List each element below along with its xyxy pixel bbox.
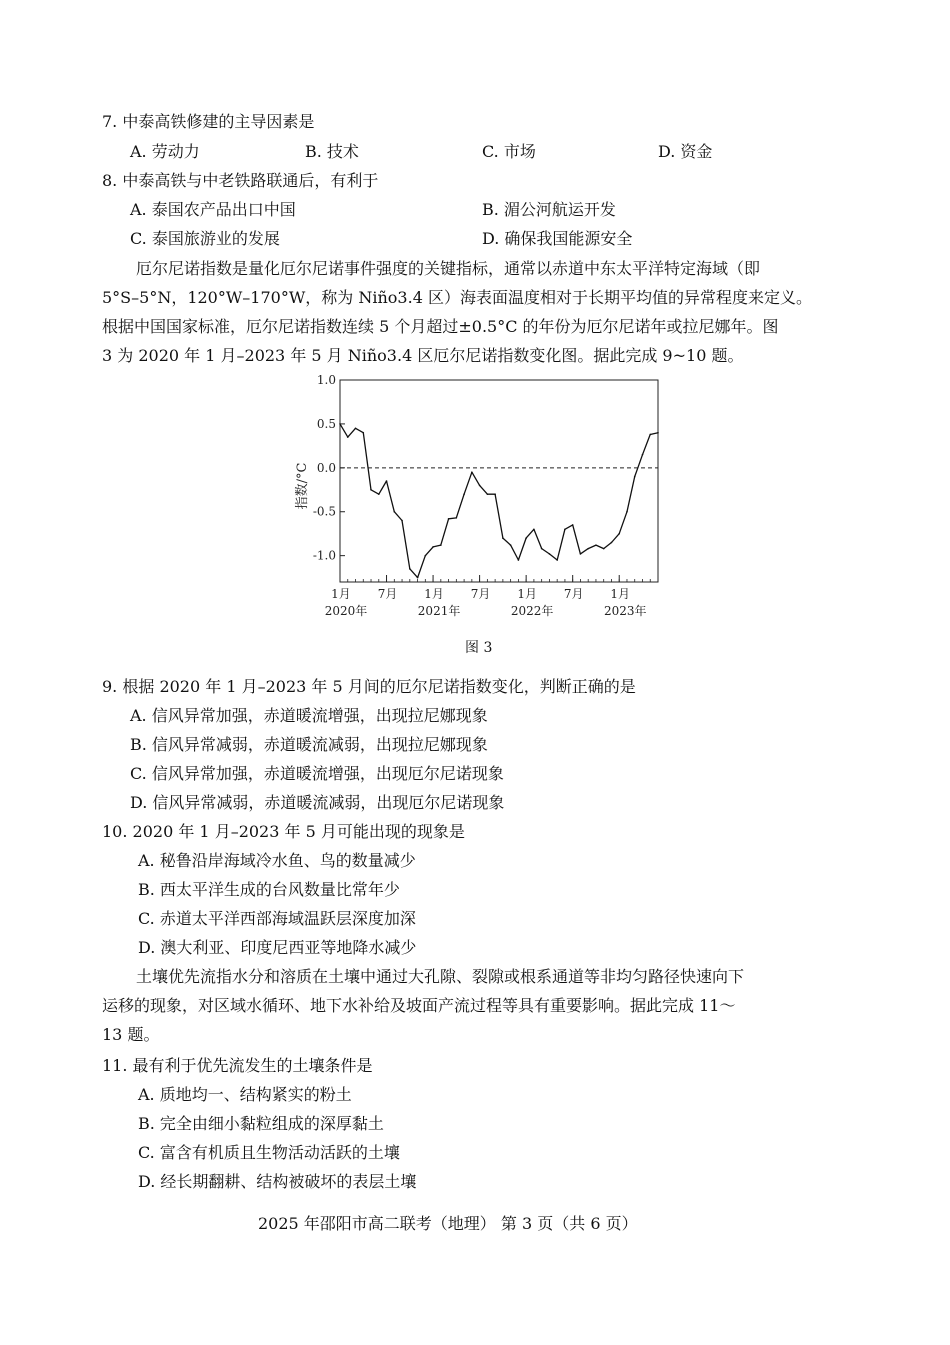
passage-2-line: 土壤优先流指水分和溶质在土壤中通过大孔隙、裂隙或根系通道等非均匀路径快速向下 (136, 967, 745, 986)
question-11-stem: 11. 最有利于优先流发生的土壤条件是 (102, 1056, 373, 1075)
passage-preferential-flow (102, 962, 862, 1049)
data-point (494, 493, 496, 495)
q8-option-b: B. 湄公河航运开发 (482, 200, 616, 219)
q7-option-b: B. 技术 (305, 142, 359, 161)
data-point (463, 493, 465, 495)
data-point (618, 533, 620, 535)
y-tick-label: -0.5 (312, 504, 336, 519)
passage-2-line: 13 题。 (102, 1025, 160, 1044)
data-point (502, 537, 504, 539)
data-point (370, 489, 372, 491)
x-tick-label: 7月 (470, 587, 491, 601)
x-tick-label: 7月 (563, 587, 584, 601)
page-footer: 2025 年邵阳市高二联考（地理） 第 3 页（共 6 页） (258, 1214, 638, 1233)
data-point (649, 434, 651, 436)
x-year-label: 2020年 (324, 604, 368, 618)
q8-option-c: C. 泰国旅游业的发展 (130, 229, 280, 248)
q11-option-b: B. 完全由细小黏粒组成的深厚黏土 (138, 1114, 384, 1133)
plot-frame (340, 380, 658, 582)
q7-option-a: A. 劳动力 (130, 142, 200, 161)
data-point (525, 537, 527, 539)
data-point (549, 553, 551, 555)
x-year-label: 2021年 (417, 604, 461, 618)
data-point (634, 476, 636, 478)
q7-option-c: C. 市场 (482, 142, 536, 161)
data-point (355, 428, 357, 430)
q10-option-a: A. 秘鲁沿岸海域冷水鱼、鸟的数量减少 (138, 851, 416, 870)
y-tick-label: 0.5 (316, 416, 336, 431)
passage-1-line: 3 为 2020 年 1 月–2023 年 5 月 Niño3.4 区厄尔尼诺指数变化图。据此完成 9~10 题。 (102, 346, 744, 365)
question-9-stem: 9. 根据 2020 年 1 月–2023 年 5 月间的厄尔尼诺指数变化，判断正确的是 (102, 677, 636, 696)
y-tick-label: 0.0 (316, 460, 336, 475)
index-series-line (340, 424, 658, 578)
data-point (587, 548, 589, 550)
x-tick-label: 1月 (610, 587, 631, 601)
data-point (572, 524, 574, 526)
data-point (518, 559, 520, 561)
question-8-stem: 8. 中泰高铁与中老铁路联通后，有利于 (102, 171, 379, 190)
data-point (448, 518, 450, 520)
data-point (393, 511, 395, 513)
data-point (564, 529, 566, 531)
data-point (362, 432, 364, 434)
data-point (425, 555, 427, 557)
question-7-stem: 7. 中泰高铁修建的主导因素是 (102, 112, 315, 131)
data-point (556, 559, 558, 561)
q8-option-d: D. 确保我国能源安全 (482, 229, 633, 248)
data-point (456, 517, 458, 519)
passage-1-line: 厄尔尼诺指数是量化厄尔尼诺事件强度的关键指标，通常以赤道中东太平洋特定海域（即 (136, 259, 761, 278)
data-point (339, 423, 341, 425)
q11-option-c: C. 富含有机质且生物活动活跃的土壤 (138, 1143, 400, 1162)
data-point (626, 511, 628, 513)
data-point (378, 493, 380, 495)
data-point (417, 577, 419, 579)
data-point (541, 548, 543, 550)
q9-option-c: C. 信风异常加强，赤道暖流增强，出现厄尔尼诺现象 (130, 764, 504, 783)
x-year-label: 2022年 (510, 604, 554, 618)
q9-option-a: A. 信风异常加强，赤道暖流增强，出现拉尼娜现象 (130, 706, 488, 725)
data-point (580, 553, 582, 555)
x-tick-label: 1月 (517, 587, 537, 601)
x-tick-label: 1月 (424, 587, 444, 601)
y-axis-label: 指数/°C (295, 462, 310, 510)
q10-option-b: B. 西太平洋生成的台风数量比常年少 (138, 880, 400, 899)
q10-option-d: D. 澳大利亚、印度尼西亚等地降水减少 (138, 938, 417, 957)
passage-el-nino (102, 254, 862, 370)
data-point (657, 432, 659, 434)
x-year-label: 2023年 (603, 604, 647, 618)
data-point (432, 546, 434, 548)
q10-option-c: C. 赤道太平洋西部海域温跃层深度加深 (138, 909, 416, 928)
q9-option-d: D. 信风异常减弱，赤道暖流减弱，出现厄尔尼诺现象 (130, 793, 505, 812)
figure-caption: 图 3 (465, 640, 493, 656)
passage-2-line: 运移的现象，对区域水循环、地下水补给及坡面产流过程等具有重要影响。据此完成 11～ (102, 996, 736, 1015)
q11-option-a: A. 质地均一、结构紧实的粉土 (138, 1085, 352, 1104)
data-point (595, 544, 597, 546)
y-tick-label: 1.0 (316, 373, 336, 387)
data-point (487, 493, 489, 495)
el-nino-index-chart (290, 372, 670, 624)
data-point (603, 548, 605, 550)
data-point (510, 544, 512, 546)
x-tick-label: 7月 (377, 587, 398, 601)
q11-option-d: D. 经长期翻耕、结构被破坏的表层土壤 (138, 1172, 417, 1191)
q7-option-d: D. 资金 (658, 142, 713, 161)
data-point (347, 436, 349, 438)
passage-1-line: 根据中国国家标准，厄尔尼诺指数连续 5 个月超过±0.5°C 的年份为厄尔尼诺年或拉尼娜年。图 (102, 317, 779, 336)
question-10-stem: 10. 2020 年 1 月–2023 年 5 月可能出现的现象是 (102, 822, 465, 841)
data-point (533, 529, 535, 531)
data-point (401, 520, 403, 522)
q8-option-a: A. 泰国农产品出口中国 (130, 200, 296, 219)
passage-1-line: 5°S–5°N，120°W–170°W，称为 Niño3.4 区）海表面温度相对于长期平均值的异常程度来定义。 (102, 288, 812, 307)
q9-option-b: B. 信风异常减弱，赤道暖流减弱，出现拉尼娜现象 (130, 735, 488, 754)
x-tick-label: 1月 (331, 587, 351, 601)
data-point (440, 544, 442, 546)
data-point (479, 485, 481, 487)
data-point (386, 480, 388, 482)
data-point (642, 454, 644, 456)
data-point (471, 471, 473, 473)
data-point (409, 568, 411, 570)
data-point (611, 542, 613, 544)
y-tick-label: -1.0 (312, 548, 336, 563)
